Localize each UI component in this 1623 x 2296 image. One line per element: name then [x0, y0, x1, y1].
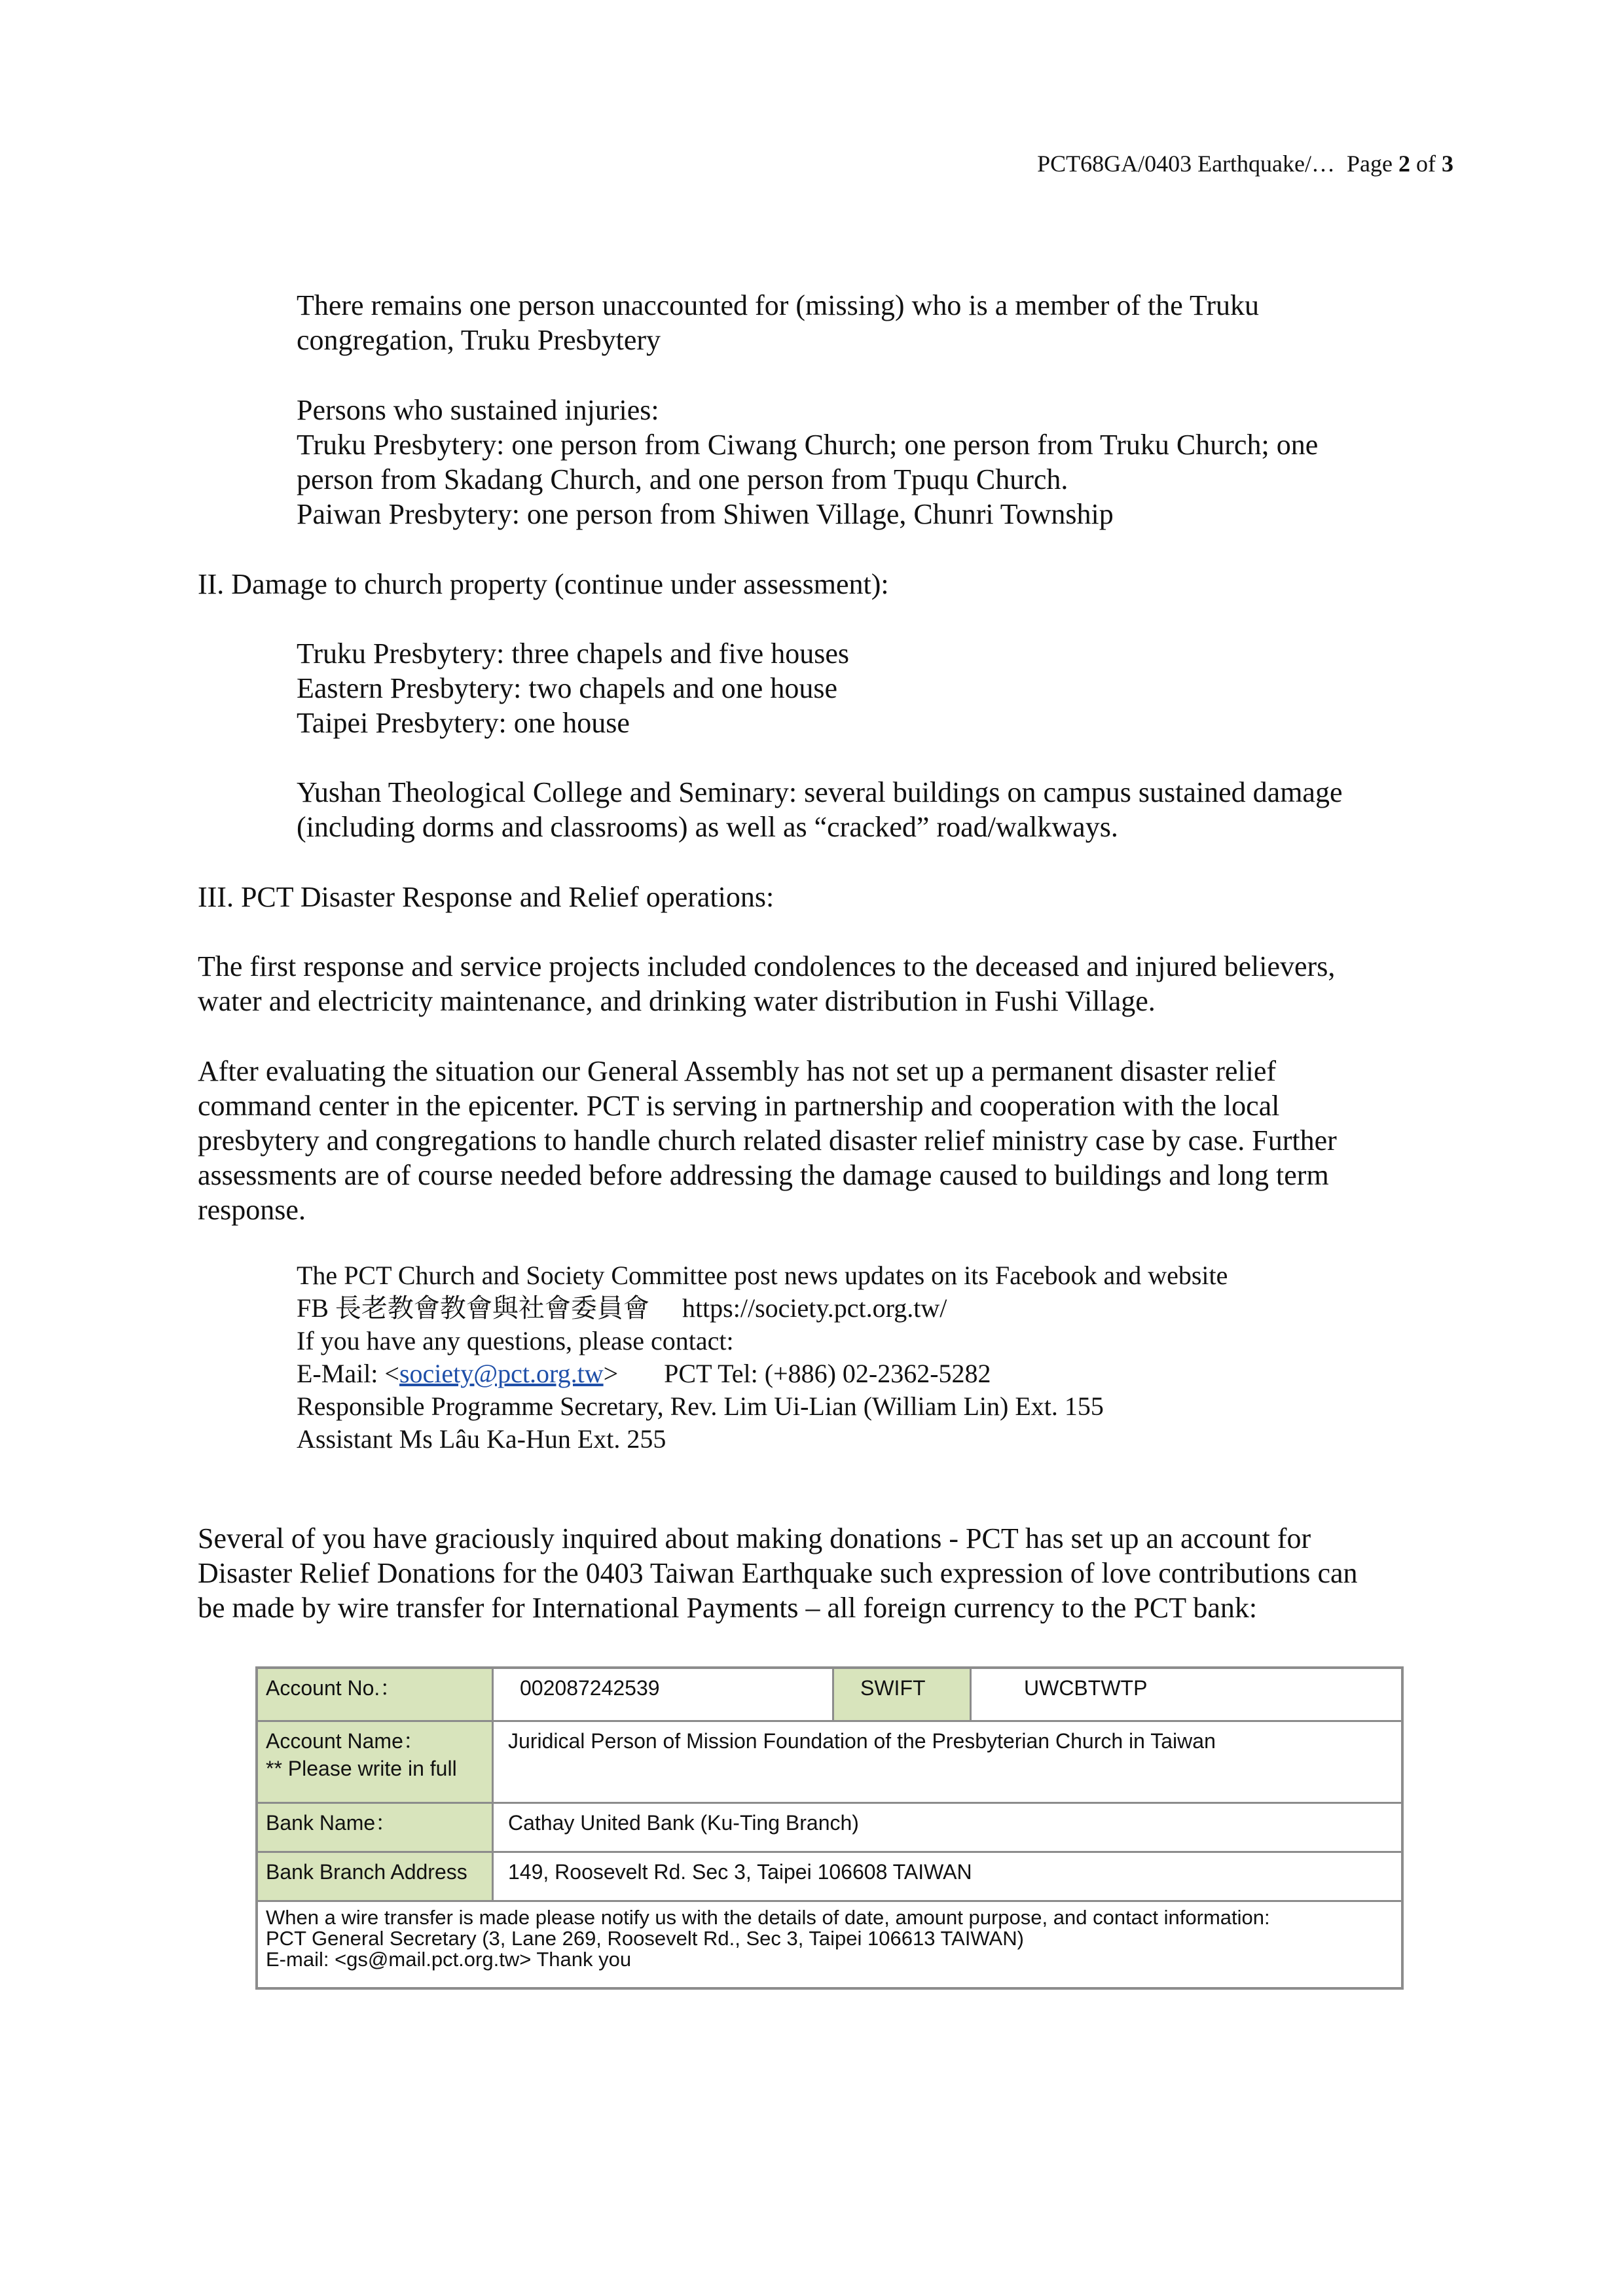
section-iii-heading: III. PCT Disaster Response and Relief operations: — [198, 881, 775, 913]
account-name-value: Juridical Person of Mission Foundation of the Presbyterian Church in Taiwan — [494, 1722, 1401, 1802]
branch-address-value: 149, Roosevelt Rd. Sec 3, Taipei 106608 TAIWAN — [494, 1853, 1401, 1900]
email-suffix: > — [603, 1359, 619, 1388]
facebook-page-name: FB 長老教會教會與社會委員會 — [297, 1293, 649, 1323]
text-line: E-mail: <gs@mail.pct.org.tw> Thank you — [266, 1948, 632, 1971]
text-line: Truku Presbytery: one person from Ciwang Church; one person from Truku Church; one — [297, 429, 1319, 461]
text-line: After evaluating the situation our General Assembly has not set up a permanent disaster relief — [198, 1055, 1277, 1087]
text-line: PCT General Secretary (3, Lane 269, Roosevelt Rd., Sec 3, Taipei 106613 TAIWAN) — [266, 1927, 1024, 1950]
account-no-label: Account No.： — [258, 1669, 494, 1720]
text-line: Yushan Theological College and Seminary: several buildings on campus sustained damage — [297, 776, 1343, 808]
damage-item: Eastern Presbytery: two chapels and one house — [297, 672, 837, 704]
text-line: There remains one person unaccounted for (missing) who is a member of the Truku — [297, 289, 1259, 321]
bank-name-value: Cathay United Bank (Ku-Ting Branch) — [494, 1804, 1401, 1851]
bank-name-label: Bank Name： — [258, 1804, 494, 1851]
account-name-label: Account Name： — [266, 1729, 424, 1753]
text-line: water and electricity maintenance, and drinking water distribution in Fushi Village. — [198, 985, 1156, 1017]
branch-address-label: Bank Branch Address — [258, 1853, 494, 1900]
text-line: assessments are of course needed before addressing the damage caused to buildings and long term — [198, 1159, 1329, 1191]
page-word: Page — [1347, 151, 1393, 177]
facebook-line — [297, 1292, 1228, 1325]
text-line: (including dorms and classrooms) as well as “cracked” road/walkways. — [297, 811, 1118, 843]
donation-paragraph — [198, 1521, 1358, 1625]
damage-item: Taipei Presbytery: one house — [297, 707, 630, 739]
text-line: Responsible Programme Secretary, Rev. Lim Ui-Lian (William Lin) Ext. 155 — [297, 1391, 1104, 1421]
first-response-paragraph — [198, 949, 1335, 1018]
swift-value: UWCBTWTP — [972, 1669, 1401, 1720]
yushan-paragraph — [297, 775, 1343, 844]
text-line: Assistant Ms Lâu Ka-Hun Ext. 255 — [297, 1424, 666, 1454]
of-word: of — [1416, 151, 1436, 177]
text-line: When a wire transfer is made please notify us with the details of date, amount purpose, and contact information: — [266, 1906, 1270, 1929]
table-row — [258, 1853, 1401, 1902]
damage-item: Truku Presbytery: three chapels and five houses — [297, 637, 849, 670]
text-line: person from Skadang Church, and one person from Tpuqu Church. — [297, 463, 1068, 495]
section-ii-heading: II. Damage to church property (continue under assessment): — [198, 568, 889, 600]
text-line: congregation, Truku Presbytery — [297, 324, 661, 356]
table-row — [258, 1722, 1401, 1804]
bank-details-table — [255, 1666, 1404, 1990]
text-line: Paiwan Presbytery: one person from Shiwen Village, Chunri Township — [297, 498, 1114, 530]
damage-list — [297, 636, 849, 740]
text-line: response. — [198, 1194, 306, 1226]
account-no-value: 002087242539 — [494, 1669, 834, 1720]
phone-number: PCT Tel: (+886) 02-2362-5282 — [664, 1359, 991, 1388]
text-line: If you have any questions, please contact: — [297, 1326, 734, 1355]
email-link[interactable]: society@pct.org.tw — [399, 1359, 604, 1388]
page-header — [1002, 149, 1453, 178]
page-number: 2 — [1398, 151, 1410, 177]
website-url[interactable]: https://society.pct.org.tw/ — [682, 1293, 947, 1323]
account-name-label-cell — [258, 1722, 494, 1802]
text-line: be made by wire transfer for International Payments – all foreign currency to the PCT bank: — [198, 1592, 1258, 1624]
missing-person-paragraph — [297, 288, 1259, 357]
evaluation-paragraph — [198, 1054, 1337, 1227]
injuries-heading: Persons who sustained injuries: — [297, 394, 659, 426]
table-row — [258, 1669, 1401, 1722]
text-line: The PCT Church and Society Committee post news updates on its Facebook and website — [297, 1261, 1228, 1290]
contact-block — [297, 1259, 1228, 1456]
table-row — [258, 1902, 1401, 1987]
injuries-paragraph — [297, 393, 1318, 531]
page-total: 3 — [1442, 151, 1453, 177]
text-line: The first response and service projects included condolences to the deceased and injured believers, — [198, 950, 1336, 982]
email-line — [297, 1357, 1228, 1390]
document-ref: PCT68GA/0403 Earthquake/… — [1037, 151, 1336, 177]
text-line: command center in the epicenter. PCT is serving in partnership and cooperation with the local — [198, 1090, 1280, 1122]
text-line: Disaster Relief Donations for the 0403 Taiwan Earthquake such expression of love contributions can — [198, 1557, 1358, 1589]
wire-transfer-note — [258, 1902, 1278, 1987]
text-line: Several of you have graciously inquired about making donations - PCT has set up an account for — [198, 1522, 1311, 1554]
text-line: presbytery and congregations to handle church related disaster relief ministry case by case. Further — [198, 1124, 1337, 1157]
account-name-note: ** Please write in full — [266, 1757, 457, 1780]
table-row — [258, 1804, 1401, 1853]
email-prefix: E-Mail: < — [297, 1359, 399, 1388]
swift-label: SWIFT — [834, 1669, 972, 1720]
